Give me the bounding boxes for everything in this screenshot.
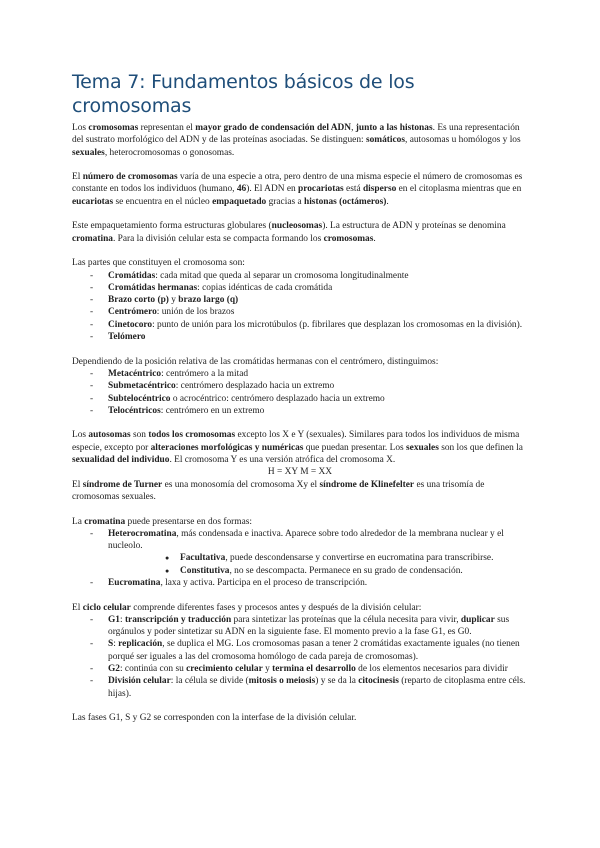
list-item: ● Facultativa, puede descondensarse y convertirse en eucromatina para transcribirse. — [108, 552, 528, 564]
list-item: - Brazo corto (p) y brazo largo (q) — [72, 294, 528, 306]
list-item: - Submetacéntrico: centrómero desplazado hacia un extremo — [72, 380, 528, 392]
list-item-eucromatina: - Eucromatina, laxa y activa. Participa en el proceso de transcripción. — [72, 577, 528, 589]
list-item: - S: replicación, se duplica el MG. Los cromosomas pasan a tener 2 cromátidas exactamente iguales (no tienen porqué ser iguales a las del cromosoma homólogo de cada pareja de cromosomas). — [72, 638, 528, 663]
list-item: - División celular: la célula se divide (mitosis o meiosis) y se da la citocinesis (reparto de citoplasma entre céls. hijas). — [72, 675, 528, 700]
paragraph-posicion-intro: Dependiendo de la posición relativa de las cromátidas hermanas con el centrómero, distinguimos: — [72, 356, 439, 367]
list-item: - Centrómero: unión de los brazos — [72, 306, 528, 318]
list-item: - Subtelocéntrico o acrocéntrico: centrómero desplazado hacia un extremo — [72, 393, 528, 405]
list-item: - Metacéntrico: centrómero a la mitad — [72, 368, 528, 380]
list-cromatina — [72, 528, 528, 589]
list-item: - Cinetocoro: punto de unión para los microtúbulos (p. fibrilares que desplazan los cromosomas en la división). — [72, 319, 528, 331]
list-tipos-centromero — [72, 368, 528, 417]
list-item: - Cromátidas: cada mitad que queda al separar un cromosoma longitudinalmente — [72, 270, 528, 282]
document-page — [72, 70, 528, 737]
paragraph-cromatina-intro: La cromatina puede presentarse en dos formas: — [72, 516, 252, 527]
paragraph-empaquetamiento: Este empaquetamiento forma estructuras globulares (nucleosomas). La estructura de ADN y proteínas se denomina cromatina. Para la división celular esta se compacta formando los cromosomas. — [72, 221, 506, 244]
list-partes-cromosoma — [72, 270, 528, 344]
list-item-heterocromatina — [72, 528, 528, 577]
paragraph-partes-intro: Las partes que constituyen el cromosoma son: — [72, 258, 245, 269]
list-fases-ciclo — [72, 614, 528, 700]
list-item: - Telocéntricos: centrómero en un extremo — [72, 405, 528, 417]
paragraph-cromosomas: Los cromosomas representan el mayor grado de condensación del ADN, junto a las histonas. Es una representación del sustrato morfológico del ADN y de las proteínas asociadas. Se distinguen: somáticos, autosomas u homólogos y los sexuales, heterocromosomas o gonosomas. — [72, 123, 521, 158]
list-heterocromatina-tipos — [108, 552, 528, 577]
paragraph-autosomas: Los autosomas son todos los cromosomas excepto los X e Y (sexuales). Similares para todos los individuos de misma especie, excepto por alteraciones morfológicas y numéricas que puedan presentar. Los sexuales son los que definen la sexualidad del individuo. El cromosoma Y es una versión atrófica del cromosoma X. — [72, 430, 523, 466]
paragraph-sindromes: El síndrome de Turner es una monosomía del cromosoma Xy el síndrome de Klinefelter es una trisomía de cromosomas sexuales. — [72, 479, 485, 502]
list-item: - G1: transcripción y traducción para sintetizar las proteínas que la célula necesita para vivir, duplicar sus orgánulos y poder sintetizar su ADN en la siguiente fase. El momento previo a la fase G1, es G0. — [72, 614, 528, 639]
list-item: - Cromátidas hermanas: copias idénticas de cada cromátida — [72, 282, 528, 294]
page-title: Tema 7: Fundamentos básicos de los cromosomas — [72, 71, 415, 117]
formula-sexos: H = XY M = XX — [267, 467, 333, 478]
list-item: - G2: continúa con su crecimiento celular y termina el desarrollo de los elementos necesarios para dividir — [72, 663, 528, 675]
list-item: - Telómero — [72, 331, 528, 343]
paragraph-ciclo-intro: El ciclo celular comprende diferentes fases y procesos antes y después de la división celular: — [72, 602, 422, 613]
paragraph-numero-cromosomas: El número de cromosomas varía de una especie a otra, pero dentro de una misma especie el número de cromosomas es constante en todos los individuos (humano, 46). El ADN en procariotas está disperso en el citoplasma mientras que en eucariotas se encuentra en el núcleo empaquetado gracias a histonas (octámeros). — [72, 172, 523, 207]
paragraph-interfase: Las fases G1, S y G2 se corresponden con la interfase de la división celular. — [72, 713, 357, 724]
heterocromatina-text: Heterocromatina, más condensada e inactiva. Aparece sobre todo alrededor de la membrana nuclear y el nucleolo. — [108, 528, 504, 552]
list-item: ● Constitutiva, no se descompacta. Permanece en su grado de condensación. — [108, 565, 528, 577]
